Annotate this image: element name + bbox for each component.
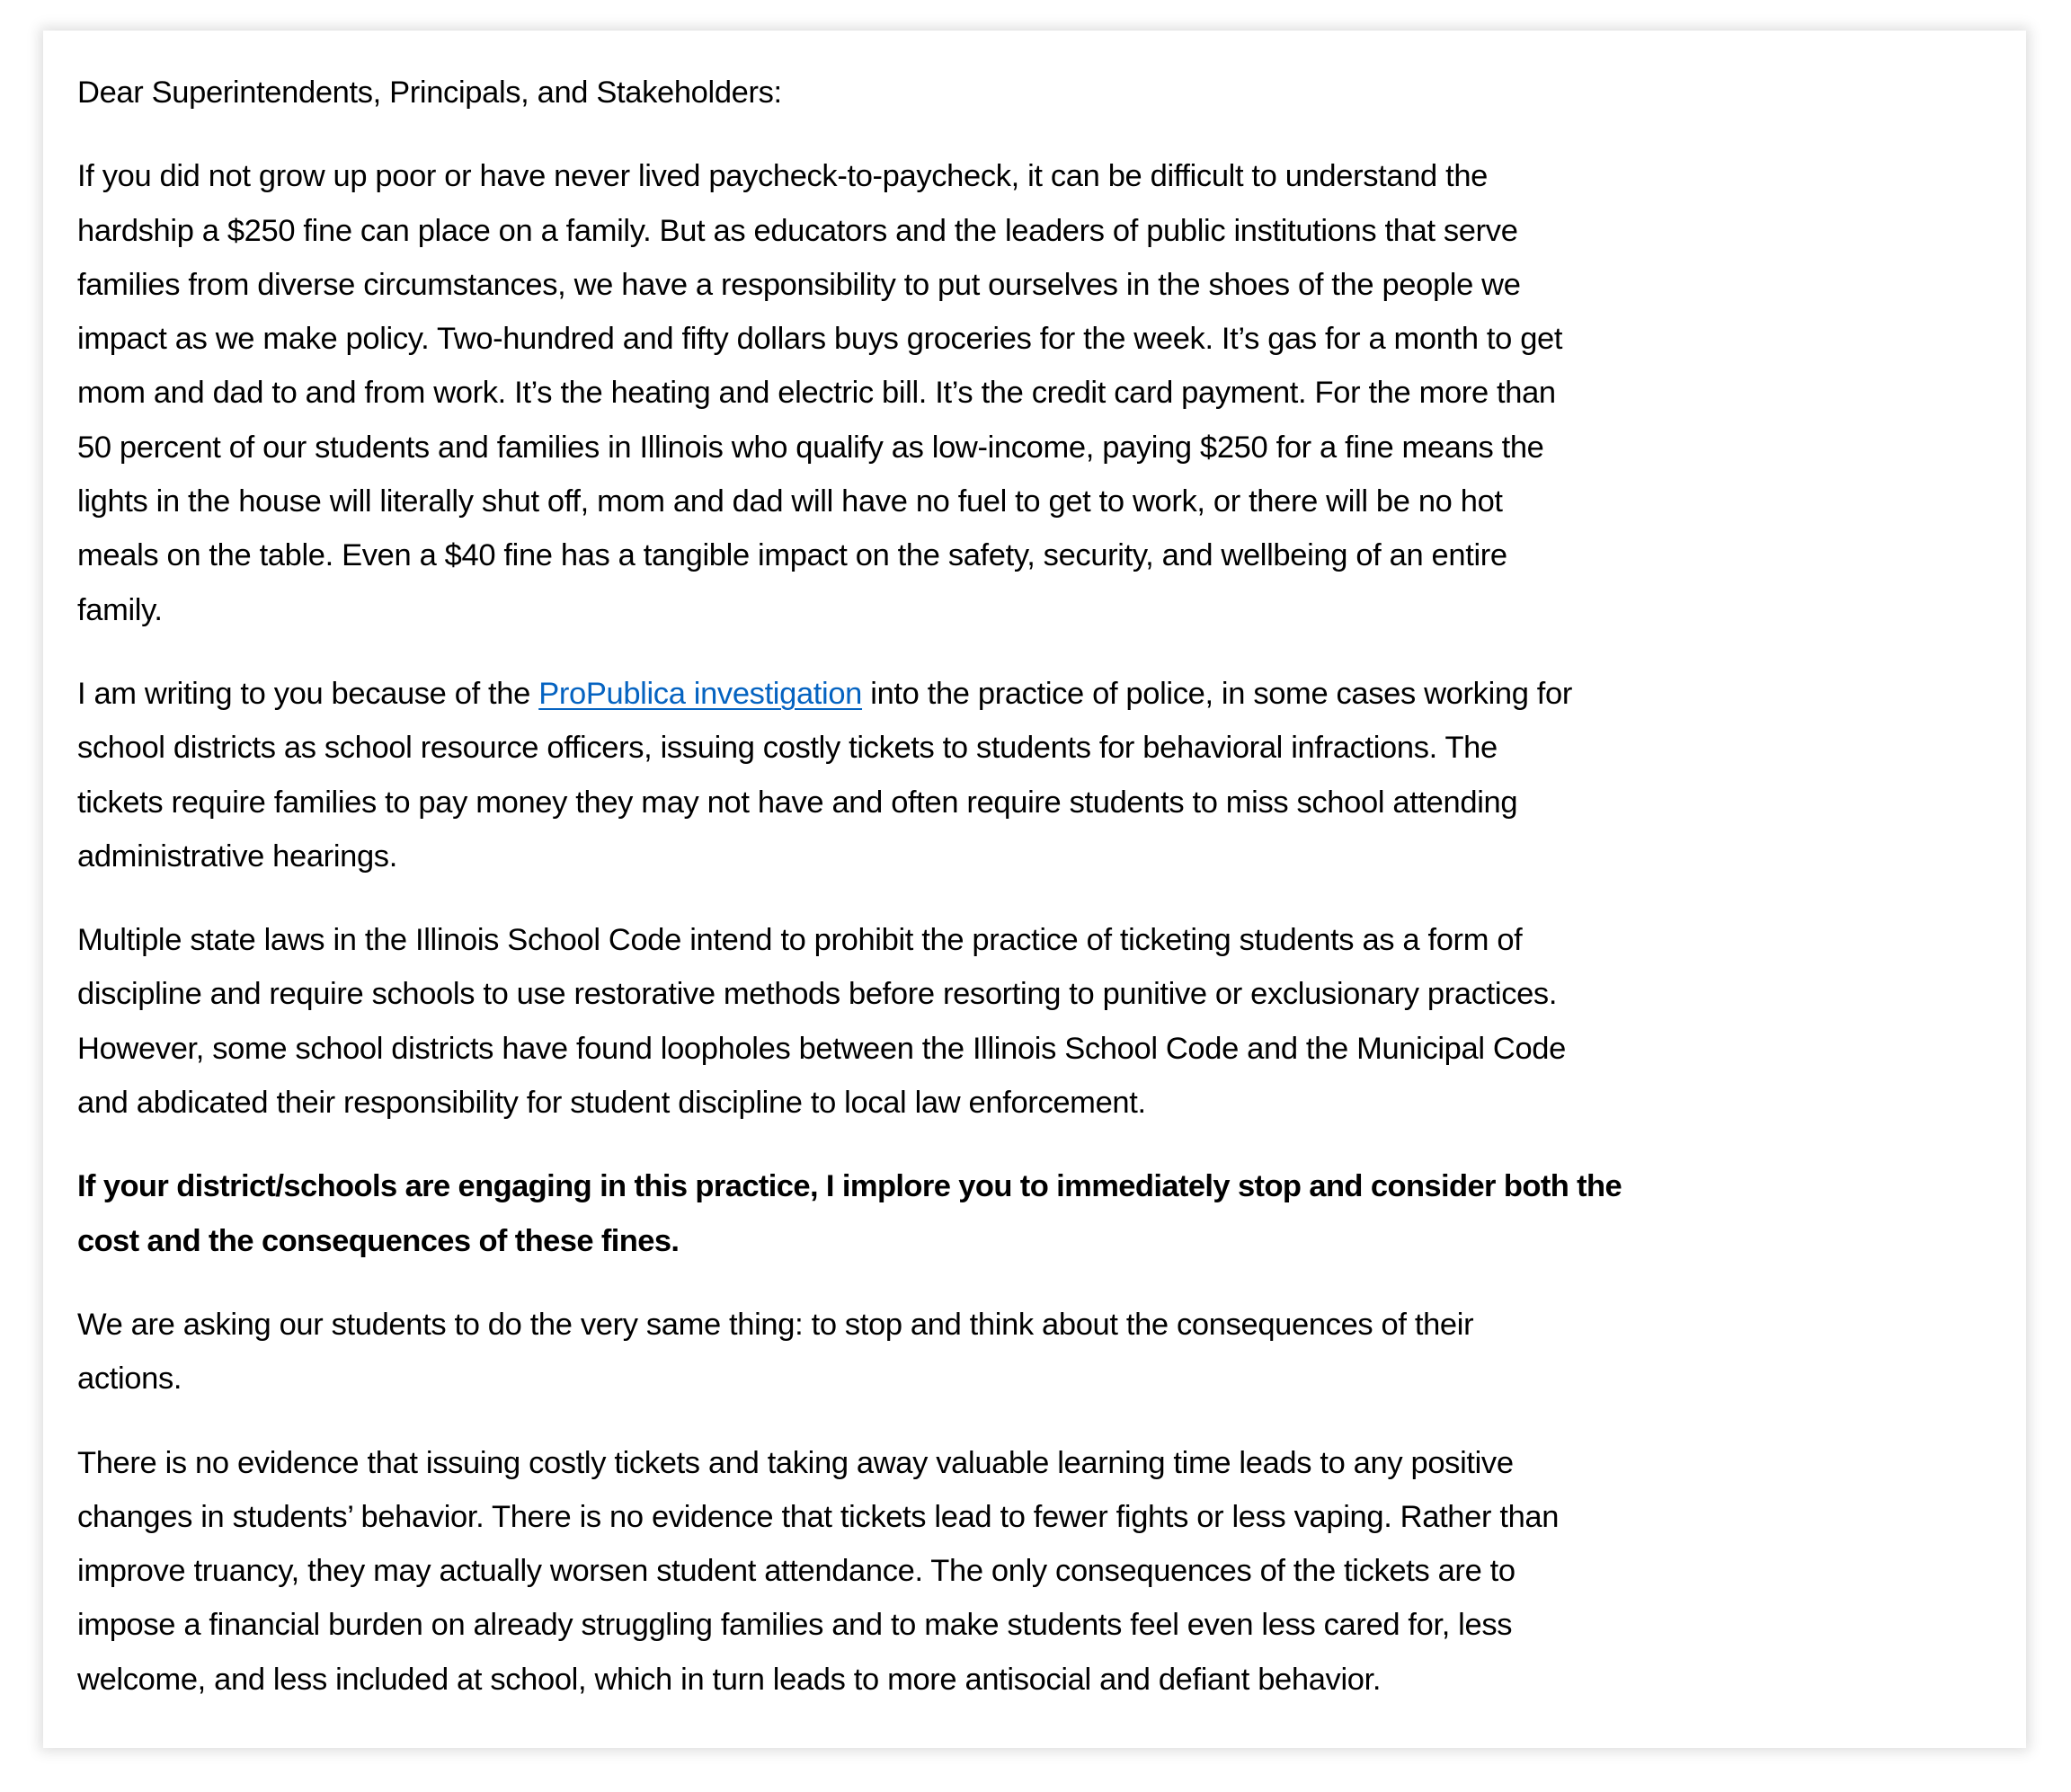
text-line: school districts as school resource officers, issuing costly tickets to students for behavioral infractions. The xyxy=(77,731,1498,766)
text-line: welcome, and less included at school, which in turn leads to more antisocial and defiant behavior. xyxy=(77,1662,1382,1697)
text-line: lights in the house will literally shut off, mom and dad will have no fuel to get to work, or there will be no hot xyxy=(77,484,1503,519)
text-line: administrative hearings. xyxy=(77,838,397,874)
paragraph-hardship xyxy=(77,149,2026,637)
text-line: 50 percent of our students and families in Illinois who qualify as low-income, paying $250 for a fine means the xyxy=(77,430,1544,465)
paragraph-no-evidence xyxy=(77,1436,2026,1707)
text-line: changes in students’ behavior. There is no evidence that tickets lead to fewer fights or less vaping. Rather than xyxy=(77,1499,1560,1534)
text-line: actions. xyxy=(77,1362,182,1397)
text-line: However, some school districts have found loopholes between the Illinois School Code and the Municipal Code xyxy=(77,1031,1566,1066)
text-line-with-link xyxy=(77,667,2026,721)
text-line: tickets require families to pay money they may not have and often require students to miss school attending xyxy=(77,785,1518,820)
text-line: Multiple state laws in the Illinois School Code intend to prohibit the practice of ticketing students as a form of xyxy=(77,923,1523,958)
paragraph-school-code xyxy=(77,913,2026,1130)
bold-text-line: cost and the consequences of these fines. xyxy=(77,1223,680,1258)
text-line: family. xyxy=(77,592,163,627)
text-segment: I am writing to you because of the xyxy=(77,676,539,711)
text-line: hardship a $250 fine can place on a family. But as educators and the leaders of public institutions that serve xyxy=(77,213,1518,248)
text-line: families from diverse circumstances, we have a responsibility to put ourselves in the shoes of the people we xyxy=(77,267,1521,302)
text-line: discipline and require schools to use restorative methods before resorting to punitive or exclusionary practices. xyxy=(77,977,1558,1012)
bold-text-line: If your district/schools are engaging in this practice, I implore you to immediately stop and consider both the xyxy=(77,1169,1622,1204)
text-line: We are asking our students to do the very same thing: to stop and think about the consequences of their xyxy=(77,1307,1474,1342)
text-line: improve truancy, they may actually worsen student attendance. The only consequences of the tickets are to xyxy=(77,1554,1515,1589)
text-line: mom and dad to and from work. It’s the heating and electric bill. It’s the credit card payment. For the more than xyxy=(77,376,1556,411)
text-segment: into the practice of police, in some cases working for xyxy=(862,676,1572,711)
salutation: Dear Superintendents, Principals, and Stakeholders: xyxy=(77,75,782,110)
paragraph-propublica xyxy=(77,667,2026,883)
salutation-paragraph xyxy=(77,66,2026,120)
text-line: and abdicated their responsibility for student discipline to local law enforcement. xyxy=(77,1086,1146,1121)
paragraph-implore-bold xyxy=(77,1159,2026,1268)
paragraph-same-thing xyxy=(77,1298,2026,1406)
letter-page xyxy=(43,31,2026,1748)
text-line: meals on the table. Even a $40 fine has a tangible impact on the safety, security, and wellbeing of an entire xyxy=(77,538,1507,573)
text-line: There is no evidence that issuing costly tickets and taking away valuable learning time leads to any positive xyxy=(77,1445,1514,1480)
text-line: If you did not grow up poor or have never lived paycheck-to-paycheck, it can be difficult to understand the xyxy=(77,159,1489,194)
text-line: impose a financial burden on already struggling families and to make students feel even less cared for, less xyxy=(77,1608,1513,1643)
text-line: impact as we make policy. Two-hundred and fifty dollars buys groceries for the week. It’s gas for a month to get xyxy=(77,322,1563,357)
propublica-investigation-link[interactable]: ProPublica investigation xyxy=(538,676,863,711)
